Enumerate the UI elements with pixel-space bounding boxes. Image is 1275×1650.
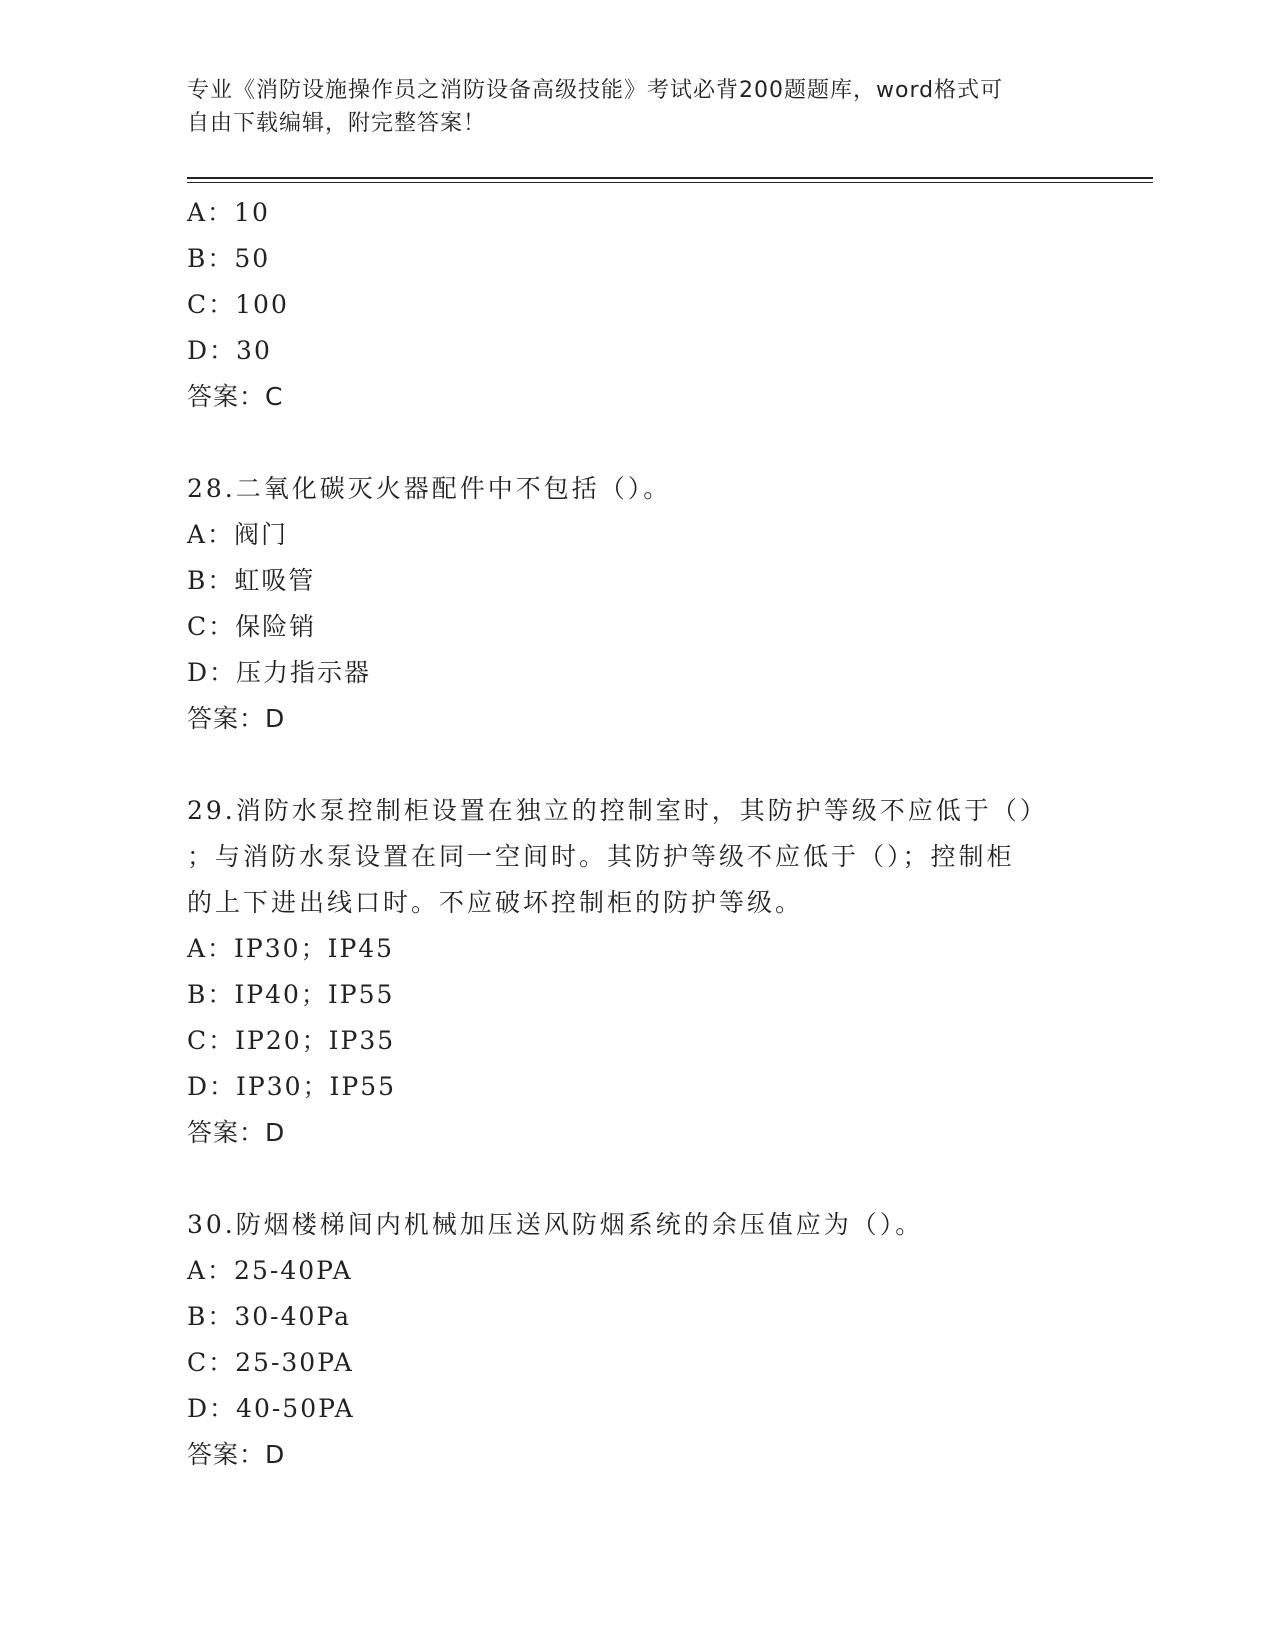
- answer: 答案：D: [187, 704, 286, 733]
- option-a: A：IP30；IP45: [187, 934, 395, 963]
- option-b: B：虹吸管: [187, 566, 316, 595]
- question-line-1: 29.消防水泵控制柜设置在独立的控制室时，其防护等级不应低于（）: [187, 796, 1048, 825]
- question-27: [187, 190, 1087, 420]
- question-list: [187, 190, 1087, 1478]
- option-d: D：压力指示器: [187, 658, 372, 687]
- option-a: A：25-40PA: [187, 1256, 353, 1285]
- option-d: D：40-50PA: [187, 1394, 355, 1423]
- question-29: [187, 788, 1087, 1156]
- header-rule-thin: [187, 182, 1153, 183]
- header-rule-thick: [187, 177, 1153, 179]
- option-b: B：50: [187, 244, 271, 273]
- question-30: [187, 1202, 1087, 1478]
- option-b: B：30-40Pa: [187, 1302, 352, 1331]
- option-a: A：10: [187, 198, 270, 227]
- document-header: [187, 74, 1087, 140]
- option-d: D：IP30；IP55: [187, 1072, 397, 1101]
- header-line-2: 自由下载编辑，附完整答案！: [187, 111, 487, 136]
- question-line-2: ；与消防水泵设置在同一空间时。其防护等级不应低于（）；控制柜: [187, 842, 1015, 871]
- option-c: C：IP20；IP35: [187, 1026, 396, 1055]
- option-b: B：IP40；IP55: [187, 980, 395, 1009]
- question-text: 30.防烟楼梯间内机械加压送风防烟系统的余压值应为（）。: [187, 1210, 924, 1239]
- question-28: [187, 466, 1087, 742]
- question-text: 28.二氧化碳灭火器配件中不包括（）。: [187, 474, 672, 503]
- option-c: C：100: [187, 290, 289, 319]
- question-text: [187, 788, 1067, 926]
- header-line-1: 专业《消防设施操作员之消防设备高级技能》考试必背200题题库，word格式可: [187, 78, 1004, 103]
- option-a: A：阀门: [187, 520, 289, 549]
- answer: 答案：C: [187, 382, 284, 411]
- answer: 答案：D: [187, 1118, 286, 1147]
- answer: 答案：D: [187, 1440, 286, 1469]
- option-c: C：保险销: [187, 612, 317, 641]
- option-d: D：30: [187, 336, 272, 365]
- option-c: C：25-30PA: [187, 1348, 354, 1377]
- question-line-3: 的上下进出线口时。不应破坏控制柜的防护等级。: [187, 888, 804, 917]
